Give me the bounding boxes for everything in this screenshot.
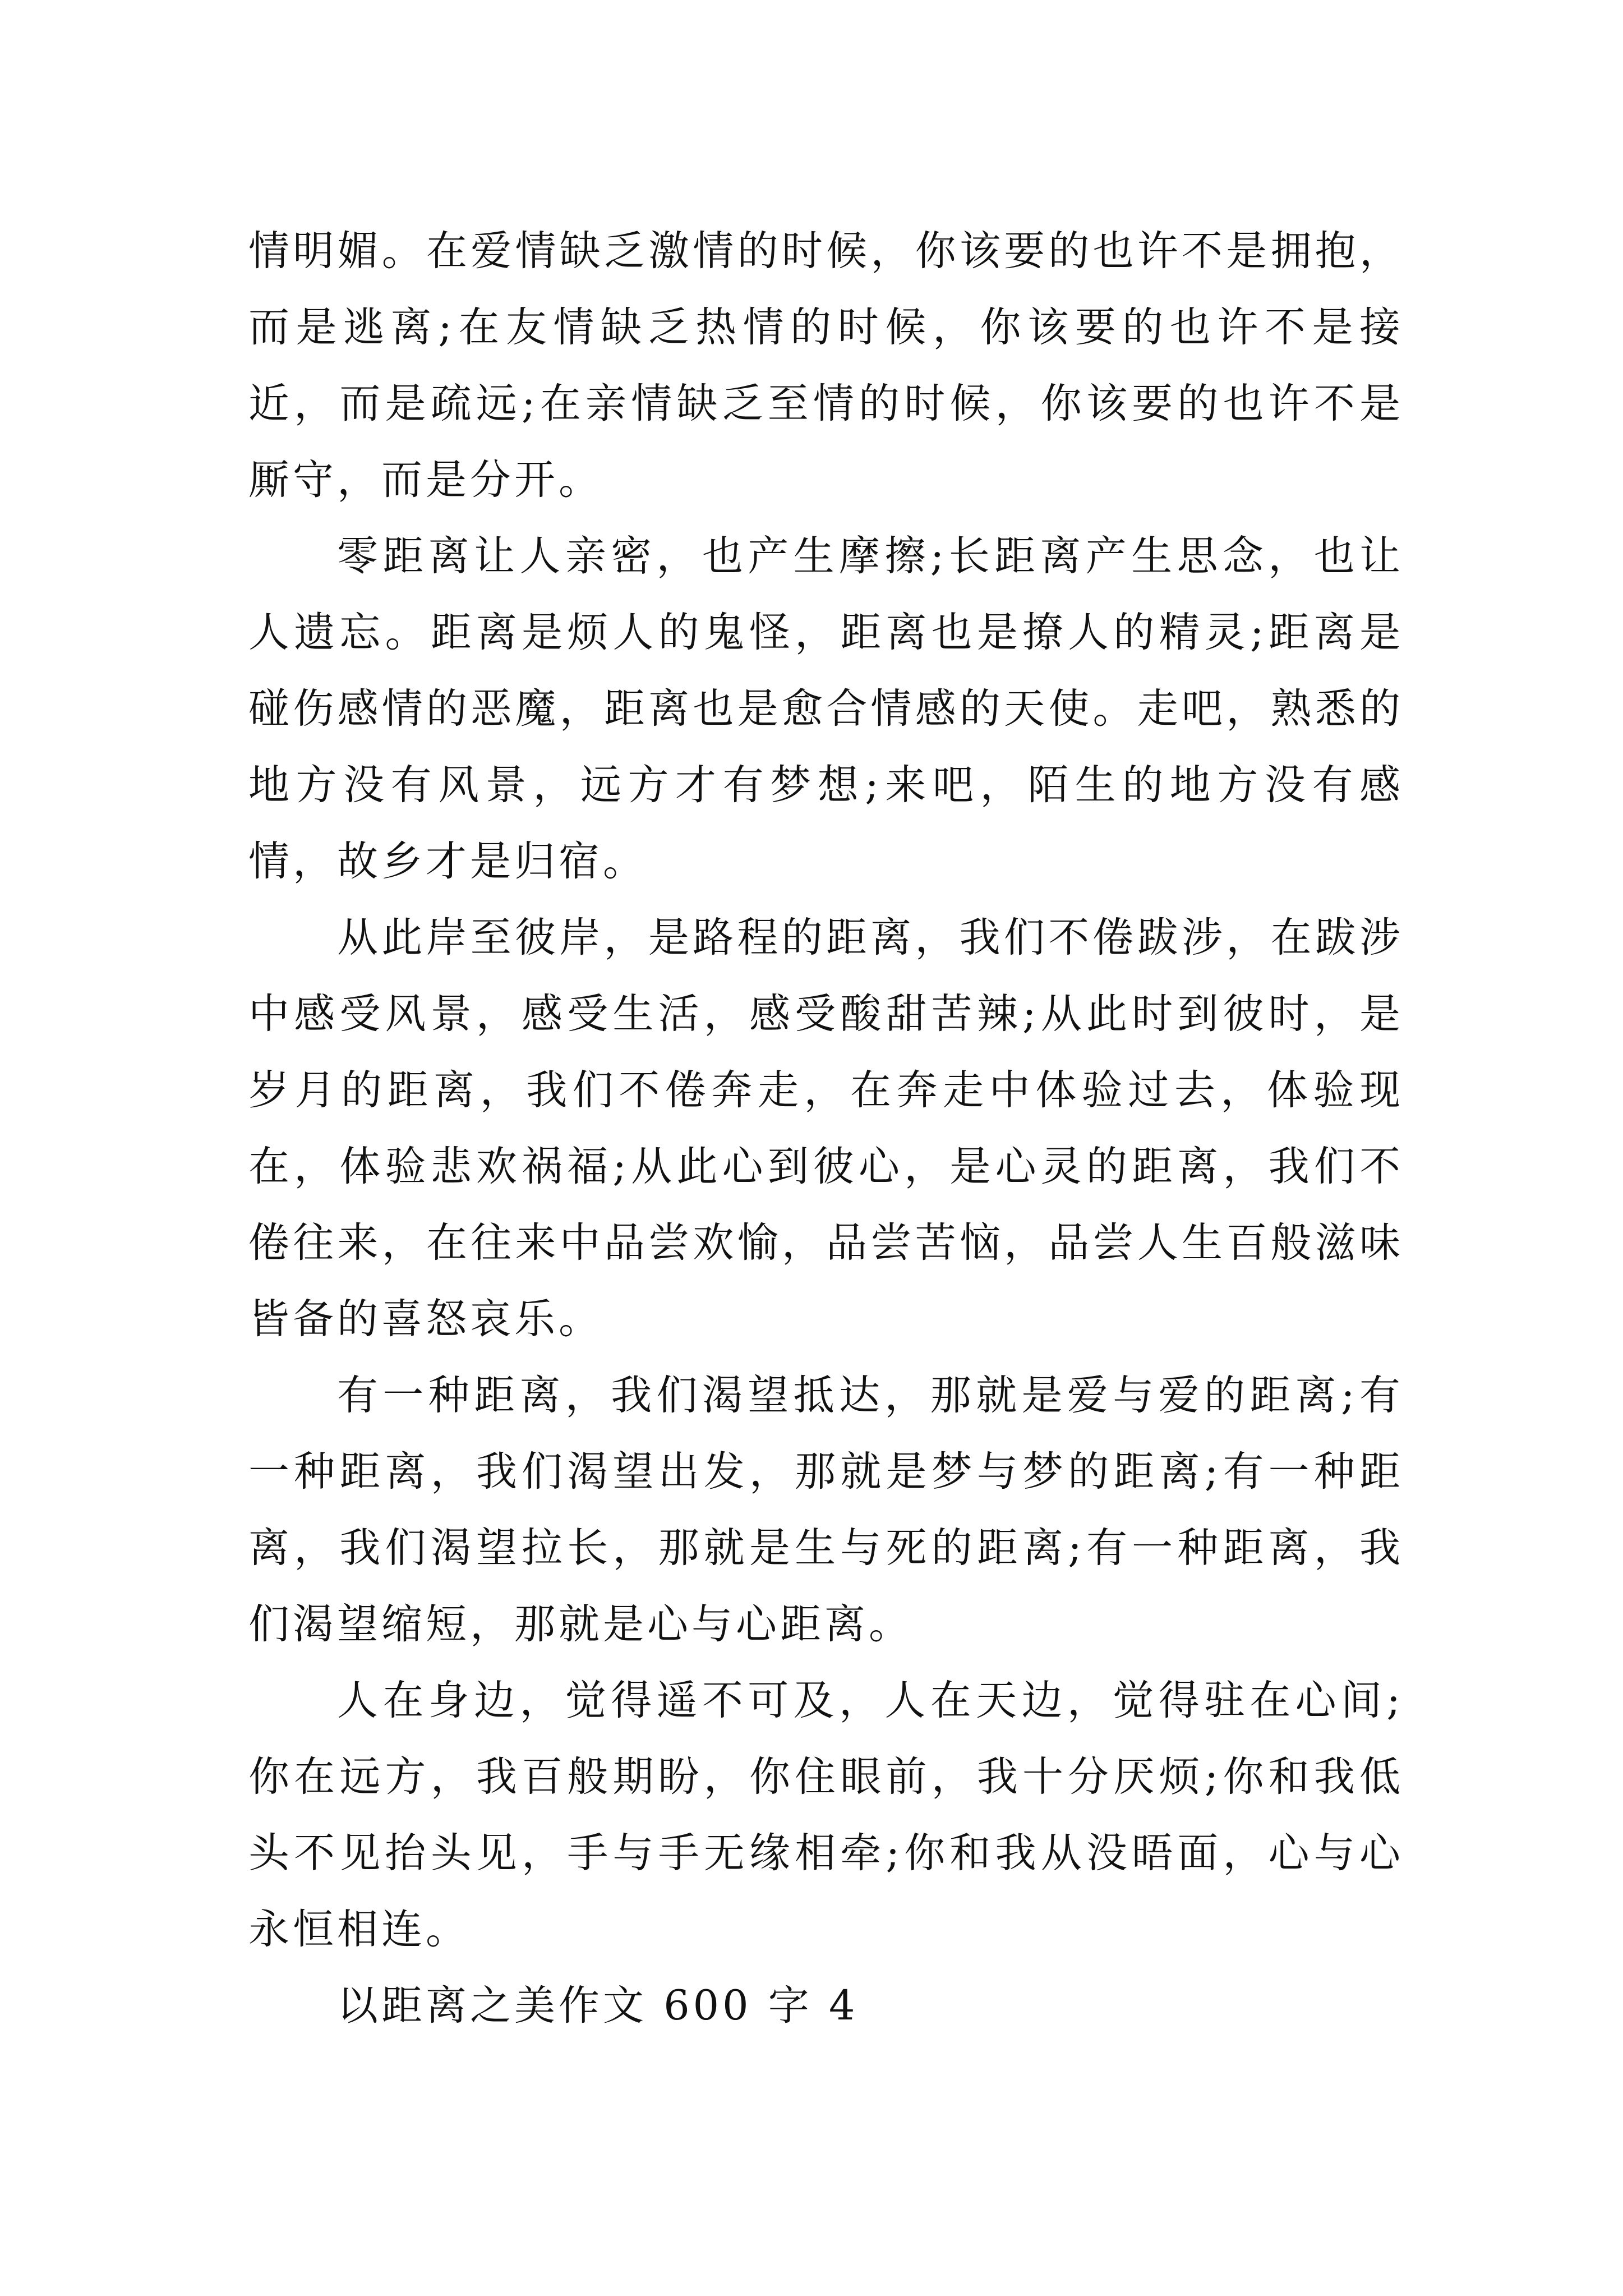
paragraph-3: 从此岸至彼岸，是路程的距离，我们不倦跋涉，在跋涉中感受风景，感受生活，感受酸甜苦辣;从此时到彼时，是岁月的距离，我们不倦奔走，在奔走中体验过去，体验现在，体验悲欢祸福;从此心到彼心，是心灵的距离，我们不倦往来，在往来中品尝欢愉，品尝苦恼，品尝人生百般滋味皆备的喜怒哀乐。 [248,914,1404,1343]
paragraph-2: 零距离让人亲密，也产生摩擦;长距离产生思念，也让人遗忘。距离是烦人的鬼怪，距离也是撩人的精灵;距离是碰伤感情的恶魔，距离也是愈合情感的天使。走吧，熟悉的地方没有风景，远方才有梦想;来吧，陌生的地方没有感情，故乡才是归宿。 [248,532,1404,885]
section-heading: 以距离之美作文 600 字 4 [337,1982,859,2030]
document-body [248,213,1404,2044]
paragraph-1: 情明媚。在爱情缺乏激情的时候，你该要的也许不是拥抱，而是逃离;在友情缺乏热情的时候，你该要的也许不是接近，而是疏远;在亲情缺乏至情的时候，你该要的也许不是厮守，而是分开。 [248,227,1404,504]
paragraph-5: 人在身边，觉得遥不可及，人在天边，觉得驻在心间;你在远方，我百般期盼，你住眼前，我十分厌烦;你和我低头不见抬头见，手与手无缘相牵;你和我从没晤面，心与心永恒相连。 [248,1677,1404,1953]
paragraph-4: 有一种距离，我们渴望抵达，那就是爱与爱的距离;有一种距离，我们渴望出发，那就是梦与梦的距离;有一种距离，我们渴望拉长，那就是生与死的距离;有一种距离，我们渴望缩短，那就是心与心距离。 [248,1372,1404,1648]
